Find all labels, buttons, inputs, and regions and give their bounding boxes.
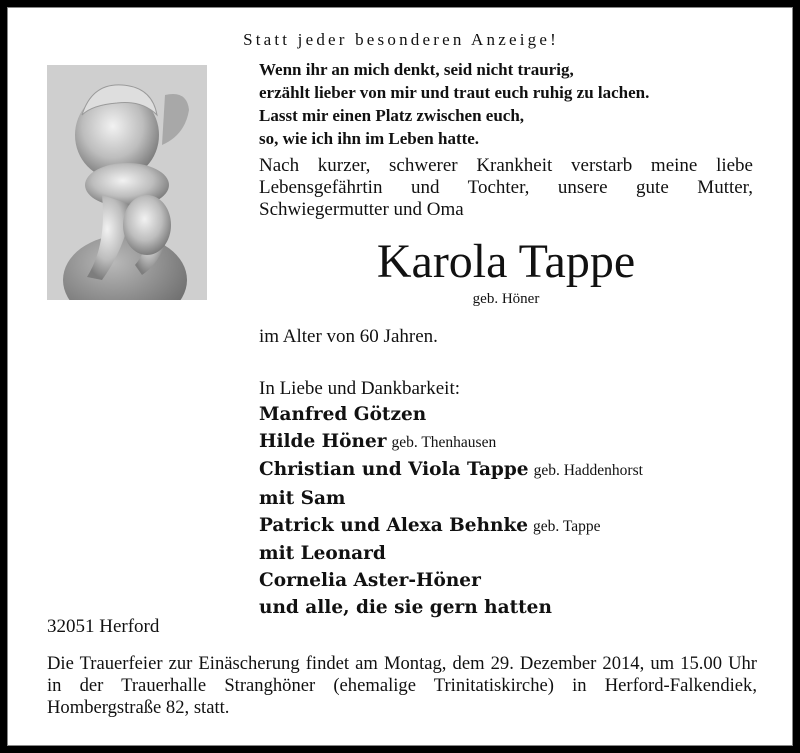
deceased-name: Karola Tappe: [376, 235, 636, 288]
deceased-age: im Alter von 60 Jahren.: [259, 326, 438, 347]
obituary-page: [7, 7, 793, 746]
poem-line: so, wie ich ihn im Leben hatte.: [259, 129, 480, 148]
mourners-intro: In Liebe und Dankbarkeit:: [259, 378, 461, 399]
poem-line: erzählt lieber von mir und traut euch ruhig zu lachen.: [259, 83, 650, 102]
mourner-name: Christian und Viola Tappe: [259, 459, 529, 481]
poem-line: Lasst mir einen Platz zwischen euch,: [259, 106, 525, 125]
mourner-name: Cornelia Aster-Höner: [259, 570, 481, 592]
mourner-entry: [259, 512, 643, 540]
mourner-name: Patrick und Alexa Behnke: [259, 514, 529, 536]
poem-line: Wenn ihr an mich denkt, seid nicht traurig,: [259, 60, 574, 79]
location-city: 32051 Herford: [47, 616, 160, 637]
mourner-entry: [259, 594, 643, 621]
mourner-entry: [259, 428, 643, 456]
cherub-image-icon: [47, 65, 207, 300]
intro-line: Schwiegermutter und Oma: [259, 199, 464, 220]
mourner-note: geb. Thenhausen: [391, 434, 497, 452]
mourner-name: mit Leonard: [259, 543, 386, 565]
mourner-entry: [259, 401, 643, 428]
mourner-name: und alle, die sie gern hatten: [259, 597, 552, 619]
ceremony-details: Die Trauerfeier zur Einäscherung findet am Montag, dem 29. Dezember 2014, um 15.00 Uhr in der Trauerhalle Stranghöner (ehemalige Trinitatiskirche) in Herford-Falkendiek, Hombergstraße 82, statt.: [47, 653, 757, 718]
poem: [259, 58, 649, 150]
header-title: Statt jeder besonderen Anzeige!: [243, 30, 559, 49]
mourner-name: Manfred Götzen: [259, 404, 427, 425]
mourner-note: geb. Tappe: [533, 517, 601, 535]
mourner-entry: [259, 540, 643, 567]
death-announcement: [259, 155, 753, 221]
mourner-note: geb. Haddenhorst: [533, 462, 643, 480]
intro-line: Nach kurzer, schwerer Krankheit verstarb meine liebe: [259, 155, 753, 176]
mourner-name: Hilde Höner: [259, 431, 387, 453]
mourner-entry: [259, 485, 643, 512]
mourners-list: [259, 401, 643, 622]
mourner-name: mit Sam: [259, 487, 346, 509]
mourner-entry: [259, 456, 643, 484]
deceased-maiden-name: geb. Höner: [472, 291, 540, 307]
angel-photo: [47, 65, 207, 300]
mourner-entry: [259, 567, 643, 594]
intro-line: Lebensgefährtin und Tochter, unsere gute Mutter,: [259, 177, 753, 198]
